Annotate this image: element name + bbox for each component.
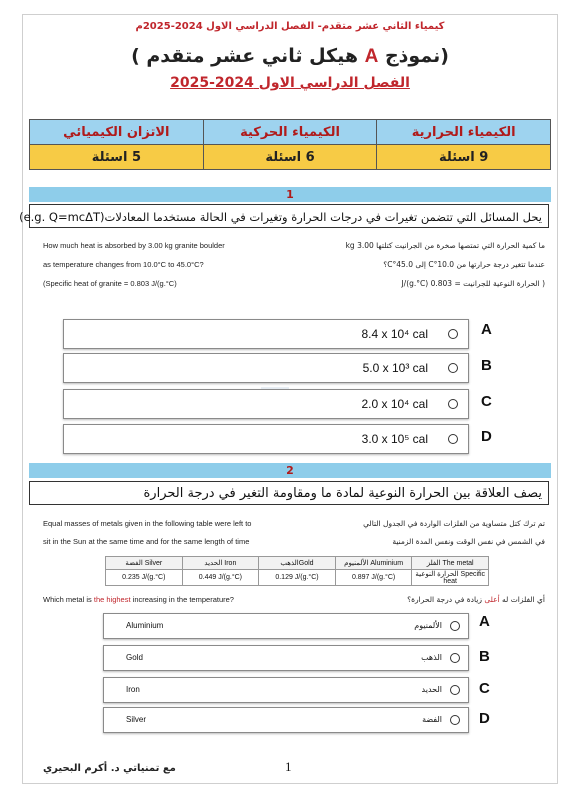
radio-circle-icon[interactable] bbox=[448, 329, 458, 339]
question-prompt-en: Which metal is the highest increasing in the temperature? bbox=[43, 595, 234, 604]
author-credit: مع تمنياتي د. أكرم البحيري bbox=[43, 763, 176, 774]
table-header-cell: الذهبGold bbox=[259, 557, 336, 570]
radio-circle-icon[interactable] bbox=[448, 363, 458, 373]
header-line: كيمياء الثاني عشر متقدم- الفصل الدراسي الاول 2024-2025م bbox=[135, 21, 445, 32]
topic-name: الكيمياء الحركية bbox=[203, 120, 377, 145]
table-header-cell: الحديد Iron bbox=[182, 557, 259, 570]
option-letter: B bbox=[481, 357, 492, 374]
table-header-cell: الفلز The metal bbox=[412, 557, 489, 570]
question-text-en: sit in the Sun at the same time and for the same length of time bbox=[43, 537, 250, 546]
option-letter: C bbox=[479, 680, 490, 697]
answer-option-b[interactable]: Gold الذهب bbox=[103, 645, 469, 671]
radio-circle-icon[interactable] bbox=[450, 621, 460, 631]
question-text-ar: ما كمية الحرارة التي تمتصها صخرة من الجرانيت كتلتها 3.00 kg bbox=[345, 241, 545, 250]
radio-circle-icon[interactable] bbox=[450, 685, 460, 695]
topic-count: 5 اسئلة bbox=[30, 145, 204, 170]
answer-option-d[interactable]: 3.0 x 10⁵ cal bbox=[63, 424, 469, 454]
radio-circle-icon[interactable] bbox=[448, 399, 458, 409]
answer-option-a[interactable]: Aluminium الألمنيوم bbox=[103, 613, 469, 639]
question-prompt-ar: أي الفلزات له أعلى زيادة في درجة الحرارة؟ bbox=[407, 595, 545, 604]
answer-option-c[interactable]: Iron الحديد bbox=[103, 677, 469, 703]
topic-count: 6 اسئلة bbox=[203, 145, 377, 170]
specific-heat-table bbox=[105, 556, 489, 586]
topic-name: الكيمياء الحرارية bbox=[377, 120, 551, 145]
table-cell: 0.129 J/(g.°C) bbox=[259, 570, 336, 586]
option-letter: D bbox=[479, 710, 490, 727]
option-letter: A bbox=[481, 321, 492, 338]
radio-circle-icon[interactable] bbox=[450, 715, 460, 725]
worksheet-page bbox=[19, 14, 558, 784]
question-text-ar: في الشمس في نفس الوقت ونفس المدة الزمنية bbox=[392, 537, 545, 546]
question-text-en: as temperature changes from 10.0°C to 45.0°C? bbox=[43, 260, 204, 269]
table-cell: 0.449 J/(g.°C) bbox=[182, 570, 259, 586]
question-text-en: Equal masses of metals given in the following table were left to bbox=[43, 519, 252, 528]
table-header-cell: الفضة Silver bbox=[106, 557, 183, 570]
question-number-bar: 2 bbox=[29, 463, 551, 478]
topic-name: الاتزان الكيميائي bbox=[30, 120, 204, 145]
page-title: (نموذج A هيكل ثاني عشر متقدم ) bbox=[131, 45, 449, 67]
option-letter: A bbox=[479, 613, 490, 630]
topic-count: 9 اسئلة bbox=[377, 145, 551, 170]
table-cell: 0.235 J/(g.°C) bbox=[106, 570, 183, 586]
answer-option-d[interactable]: Silver الفضة bbox=[103, 707, 469, 733]
table-cell: 0.897 J/(g.°C) bbox=[335, 570, 412, 586]
answer-option-b[interactable]: 5.0 x 10³ cal bbox=[63, 353, 469, 383]
question-text-ar: ( الحرارة النوعية للجرانيت = 0.803 J/(g.°C) bbox=[401, 279, 545, 288]
question-statement: يصف العلاقة بين الحرارة النوعية لمادة ما ومقاومة التغير في درجة الحرارة bbox=[29, 481, 549, 505]
model-letter: A bbox=[364, 46, 379, 67]
question-number-bar: 1 bbox=[29, 187, 551, 202]
option-letter: D bbox=[481, 428, 492, 445]
table-header-cell: الألمنيوم Aluminium bbox=[335, 557, 412, 570]
table-cell: الحرارة النوعية Specific heat bbox=[412, 570, 489, 586]
semester-label: الفصل الدراسي الاول 2024-2025 bbox=[170, 75, 410, 91]
question-text-ar: عندما تتغير درجة حرارتها من 10.0°C إلى 45.0°C؟ bbox=[383, 260, 545, 269]
answer-option-a[interactable]: 8.4 x 10⁴ cal bbox=[63, 319, 469, 349]
answer-option-c[interactable]: 2.0 x 10⁴ cal bbox=[63, 389, 469, 419]
radio-circle-icon[interactable] bbox=[448, 434, 458, 444]
topics-table bbox=[29, 119, 551, 170]
question-text-en: How much heat is absorbed by 3.00 kg granite boulder bbox=[43, 241, 225, 250]
option-letter: B bbox=[479, 648, 490, 665]
question-statement: يحل المسائل التي تتضمن تغيرات في درجات الحرارة وتغيرات في الحالة مستخدما المعادلات(e.g. Q=mcΔT) bbox=[29, 204, 549, 228]
question-text-en: (Specific heat of granite = 0.803 J/(g.°C) bbox=[43, 279, 177, 288]
page-number: 1 bbox=[285, 759, 292, 774]
question-text-ar: تم ترك كتل متساوية من الفلزات الواردة في الجدول التالي bbox=[363, 519, 545, 528]
option-letter: C bbox=[481, 393, 492, 410]
radio-circle-icon[interactable] bbox=[450, 653, 460, 663]
